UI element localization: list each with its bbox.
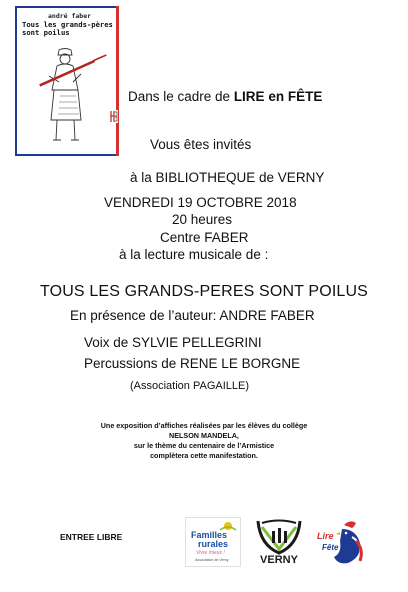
exhibition-line1: Une exposition d’affiches réalisées par les élèves du collège [100, 421, 308, 430]
invitation: Vous êtes invités [150, 137, 252, 152]
fete-word: Fête [322, 543, 339, 552]
event-time: 20 heures [172, 212, 233, 227]
cover-title-line2: sont poilus [22, 28, 70, 37]
event-place: Centre FABER [160, 230, 249, 245]
voice-credit: Voix de SYLVIE PELLEGRINI [84, 335, 262, 350]
exhibition-line3: sur le thème du centenaire de l’Armistice [133, 441, 275, 450]
intro-prefix: Dans le cadre de [128, 89, 234, 104]
percussion-credit: Percussions de RENE LE BORGNE [84, 356, 301, 371]
event-name: LIRE en FÊTE [233, 89, 323, 104]
exhibition-note [0, 421, 408, 461]
association: (Association PAGAILLE) [130, 380, 250, 392]
soldier-illustration [27, 46, 115, 146]
familles-word: Familles [191, 530, 228, 540]
cover-title [22, 21, 118, 37]
cover-author: andré faber [48, 12, 92, 20]
free-entry: ENTREE LIBRE [60, 532, 123, 542]
book-title: TOUS LES GRANDS-PERES SONT POILUS [40, 283, 368, 300]
lire-en-fete-logo [316, 517, 368, 567]
lire-word: Lire [317, 531, 334, 541]
rurales-word: rurales [198, 539, 229, 549]
venue: à la BIBLIOTHEQUE de VERNY [130, 170, 325, 185]
event-date: VENDREDI 19 OCTOBRE 2018 [104, 195, 297, 210]
rooster-icon [316, 517, 368, 567]
familles-sub: Association de Verny [195, 558, 229, 562]
familles-rurales-logo [185, 517, 241, 567]
verny-logo [254, 517, 304, 567]
exhibition-line4: complètera cette manifestation. [150, 451, 258, 460]
intro-line [128, 89, 322, 104]
cover-title-line1: Tous les grands-pères [22, 20, 113, 29]
author-presence: En présence de l’auteur: ANDRE FABER [70, 308, 315, 323]
reading-intro: à la lecture musicale de : [119, 247, 269, 262]
exhibition-line2: NELSON MANDELA, [169, 431, 239, 440]
verny-label: VERNY [260, 554, 298, 566]
verny-emblem-icon [254, 517, 304, 555]
familles-tagline: Vivre mieux ! [196, 550, 225, 556]
publisher-logo [110, 110, 118, 123]
